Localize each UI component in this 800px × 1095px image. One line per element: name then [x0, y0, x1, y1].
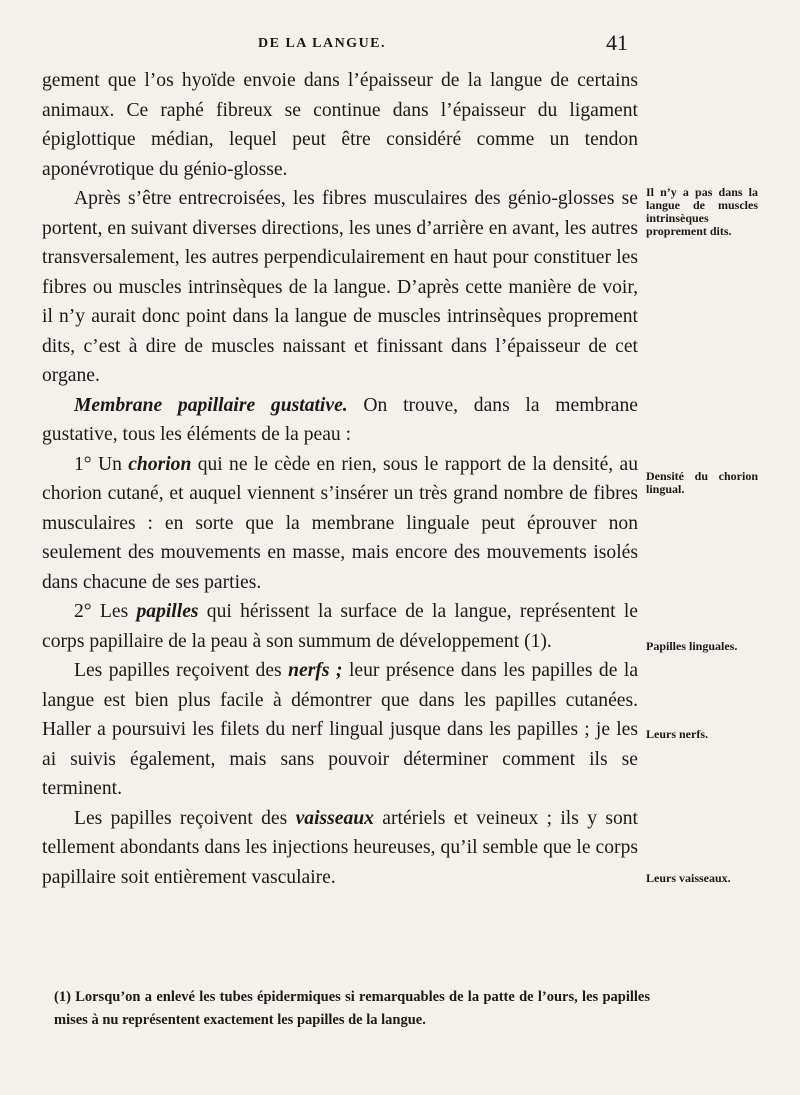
paragraph-2: Après s’être entrecroisées, les fibres musculaires des génio-glosses se portent, en suivant diverses directions, les unes d’arrière en avant, les autres transversalement, les autres perpendiculairement en haut pour constituer les fibres ou muscles intrinsèques de la langue. D’après cette manière de voir, il n’y aurait donc point dans la langue de muscles intrinsèques proprement dits, c’est à dire de muscles naissant et finissant dans l’épaisseur de cet organe.: [42, 188, 638, 386]
section-heading-membrane: Membrane papillaire gustative.: [74, 394, 348, 416]
term-nerfs: nerfs ;: [288, 660, 343, 681]
paragraph-3: [42, 391, 638, 450]
margin-note-papilles: Papilles linguales.: [646, 639, 738, 653]
paragraph-7-lead: Les papilles reçoivent des: [74, 807, 296, 829]
paragraph-3-text: On trouve, dans la membrane gustative, tous les éléments de la peau :: [42, 394, 638, 445]
paragraph-5: [42, 597, 638, 656]
term-chorion: chorion: [128, 453, 192, 475]
paragraph-5-lead: 2° Les: [74, 601, 137, 622]
running-title: DE LA LANGUE.: [258, 36, 387, 51]
margin-note-nerfs: Leurs nerfs.: [646, 727, 708, 741]
paragraph-4-text: qui ne le cède en rien, sous le rapport de la densité, au chorion cutané, et auquel viennent s’insérer un très grand nombre de fibres musculaires : en sorte que la membrane linguale peut éprouver non seulement des mouvements en masse, mais encore des mouvements isolés dans chacune de ses parties.: [42, 453, 638, 593]
page-header: [0, 30, 800, 60]
paragraph-6-text: leur présence dans les papilles de la langue est bien plus facile à démontrer que dans les papilles cutanées. Haller a poursuivi les filets du nerf lingual jusque dans les papilles ; je les ai suivis également, mais sans pouvoir déterminer comment ils se terminent.: [42, 660, 639, 799]
paragraph-7: [42, 804, 638, 893]
term-vaisseaux: vaisseaux: [295, 807, 374, 829]
paragraph-1: gement que l’os hyoïde envoie dans l’épaisseur de la langue de certains animaux. Ce raphé fibreux se continue dans l’épaisseur du ligament épiglottique médian, lequel peut être considéré comme un tendon aponévrotique du génio-glosse.: [42, 70, 638, 180]
paragraph-7-text: artériels et veineux ; ils y sont tellement abondants dans les injections heureuses, qu’il semble que le corps papillaire soit entièrement vasculaire.: [42, 807, 638, 888]
term-papilles: papilles: [136, 601, 199, 622]
footnote: (1) Lorsqu’on a enlevé les tubes épidermiques si remarquables de la patte de l’ours, les papilles mises à nu représentent exactement les papilles de la langue.: [54, 989, 650, 1028]
margin-note-muscles: Il n’y a pas dans la langue de muscles intrinsèques proprement dits.: [646, 185, 758, 238]
paragraph-4: [42, 450, 638, 598]
paragraph-6: [42, 656, 638, 804]
margin-note-chorion: Densité du chorion lingual.: [646, 469, 758, 496]
margin-note-vaisseaux: Leurs vaisseaux.: [646, 871, 731, 885]
paragraph-5-text: qui hérissent la surface de la langue, représentent le corps papillaire de la peau à son summum de développement (1).: [42, 601, 638, 652]
page-number: 41: [606, 30, 628, 55]
paragraph-4-lead: 1° Un: [74, 453, 129, 475]
paragraph-6-lead: Les papilles reçoivent des: [74, 660, 289, 681]
main-text: [42, 66, 638, 892]
